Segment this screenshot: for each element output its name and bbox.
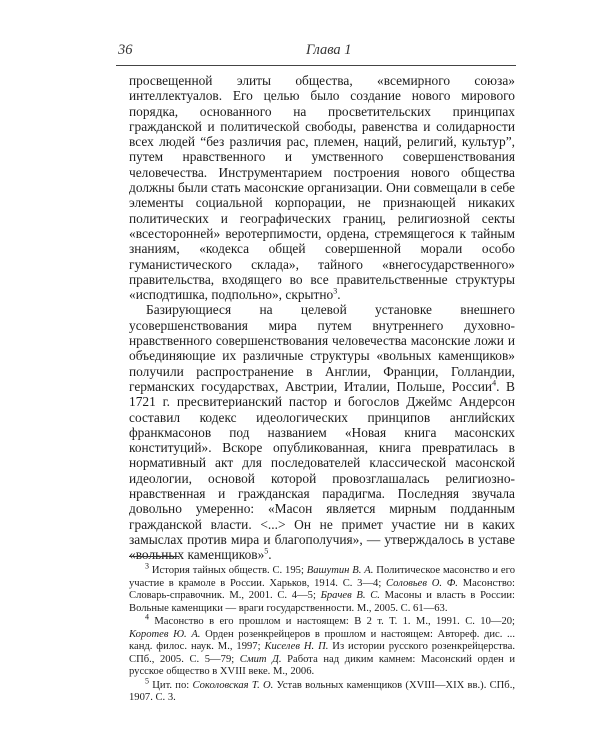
paragraph-2-text-a: Базирующиеся на целевой установке внешнего усовершенствования мира путем внутреннего духовно-нравственного совершенствования человечества масонские ложи и объединяющие их различные структуры «вольных каменщиков» получили распространение в Англии, Франции, Голландии, германских государствах, Австрии, Италии, Польше, России — [129, 302, 515, 394]
footnote-3 — [129, 561, 515, 615]
footnote-text: Орден розенкрейцеров в прошлом и настоящем: Автореф. дис. ... канд. филос. наук. М., 1997; — [129, 628, 515, 652]
footnote-text: Устав вольных каменщиков (XVIII—XIX вв.). СПб., 1907. С. 3. — [129, 679, 515, 703]
paragraph-2-text-b: . В 1721 г. пресвитерианский пастор и богослов Джеймс Андерсон составил кодекс идеологических принципов английских франкмасонов под названием «Новая книга масонских конституций». Вскоре опубликованная, книга превратилась в нормативный акт для последователей классической масонской идеологии, основой которой провозглашалась религиозно-нравственная и гражданская парадигма. Последняя звучала довольно умеренно: «Масон является мирным подданным гражданской власти. <...> Он не примет участие ни в каких замыслах против мира и благополучия», — утверждалось в уставе «вольных каменщиков» — [129, 378, 515, 563]
footnote-author: Брачев В. С. — [320, 590, 380, 601]
footnote-author: Соловьев О. Ф. — [386, 577, 458, 589]
footnote-ref-4[interactable]: 4 — [492, 378, 497, 388]
footnote-text: Масонство в его прошлом и настоящем: В 2 т. Т. 1. М., 1991. С. 10—20; — [154, 616, 515, 627]
paragraph-1-text: просвещенной элиты общества, «всемирного союза» интеллектуалов. Его целью было создание нового мирового порядка, основанного на просветительских принципах гражданской и политической свободы, равенства и солидарности всех людей “без различия рас, племен, наций, религий, культур”, путем нравственного и умственного совершенствования человечества. Инструментарием построения нового общества должны были стать масонские организации. Они совмещали в себе элементы социальной корпорации, не признающей никаких политических и географических границ, религиозной секты «всесторонней» веротерпимости, ордена, стремящегося к тайным знаниям, «кодекса общей совершенной морали особо гуманистического склада», тайного «внегосударственного» правительства, входящего во все правительственные структуры «исподтишка, подпольно», скрытно — [129, 73, 515, 303]
footnote-author: Вашутин В. А. — [306, 565, 374, 576]
footnote-number: 3 — [145, 561, 149, 571]
footnote-author: Киселев Н. П. — [264, 641, 329, 652]
footnote-separator — [129, 556, 179, 557]
footnote-text: Цит. по: — [152, 679, 193, 691]
footnote-ref-5[interactable]: 5 — [264, 546, 269, 556]
paragraph-1: просвещенной элиты общества, «всемирного союза» интеллектуалов. Его целью было создание нового мирового порядка, основанного на просветительских принципах гражданской и политической свободы, равенства и солидарности всех людей “без различия рас, племен, наций, религий, культур”, путем нравственного и умственного совершенствования человечества. Инструментарием построения нового общества должны были стать масонские организации. Они совмещали в себе элементы социальной корпорации, не признающей никаких политических и географических границ, религиозной секты «всесторонней» веротерпимости, ордена, стремящегося к тайным знаниям, «кодекса общей совершенной морали особо гуманистического склада», тайного «внегосударственного» правительства, входящего во все правительственные структуры «исподтишка, подпольно», скрытно$^3$. — [129, 73, 515, 303]
footnote-author: Смит Д. — [239, 653, 282, 665]
page-number: 36 — [118, 42, 133, 58]
paragraph-2 — [129, 302, 515, 562]
footnote-4 — [129, 612, 515, 679]
footnote-text: Масоны и власть в России: Вольные каменщики — враги государственности. М., 2005. С. 61—63. — [129, 590, 515, 614]
running-header — [118, 42, 514, 62]
footnote-text: Работа над диким камнем: Масонский орден и русское общество в XVIII веке. М., 2006. — [129, 653, 515, 677]
chapter-title: Глава 1 — [306, 42, 352, 58]
footnote-number: 4 — [145, 612, 149, 622]
footnote-text: История тайных обществ. С. 195; — [151, 565, 307, 576]
footnote-number: 5 — [145, 675, 149, 685]
footnotes — [129, 561, 515, 706]
footnote-author: Соколовская Т. О. — [192, 679, 274, 691]
paragraph-2-end: . — [268, 547, 272, 563]
main-text — [129, 73, 515, 563]
header-rule — [116, 65, 516, 66]
footnote-text: Из истории русского розенкрейцерства. СПб., 2005. С. 5—79; — [129, 641, 515, 665]
footnote-text: Масонство: Словарь-справочник. М., 2001. С. 4—5; — [129, 577, 515, 601]
footnote-ref-3[interactable]: 3 — [333, 286, 338, 296]
footnote-5 — [129, 675, 515, 705]
footnote-author: Коротев Ю. А. — [129, 628, 201, 640]
footnote-text: Политическое масонство и его участие в крамоле в России. Харьков, 1914. С. 3—4; — [129, 565, 515, 589]
